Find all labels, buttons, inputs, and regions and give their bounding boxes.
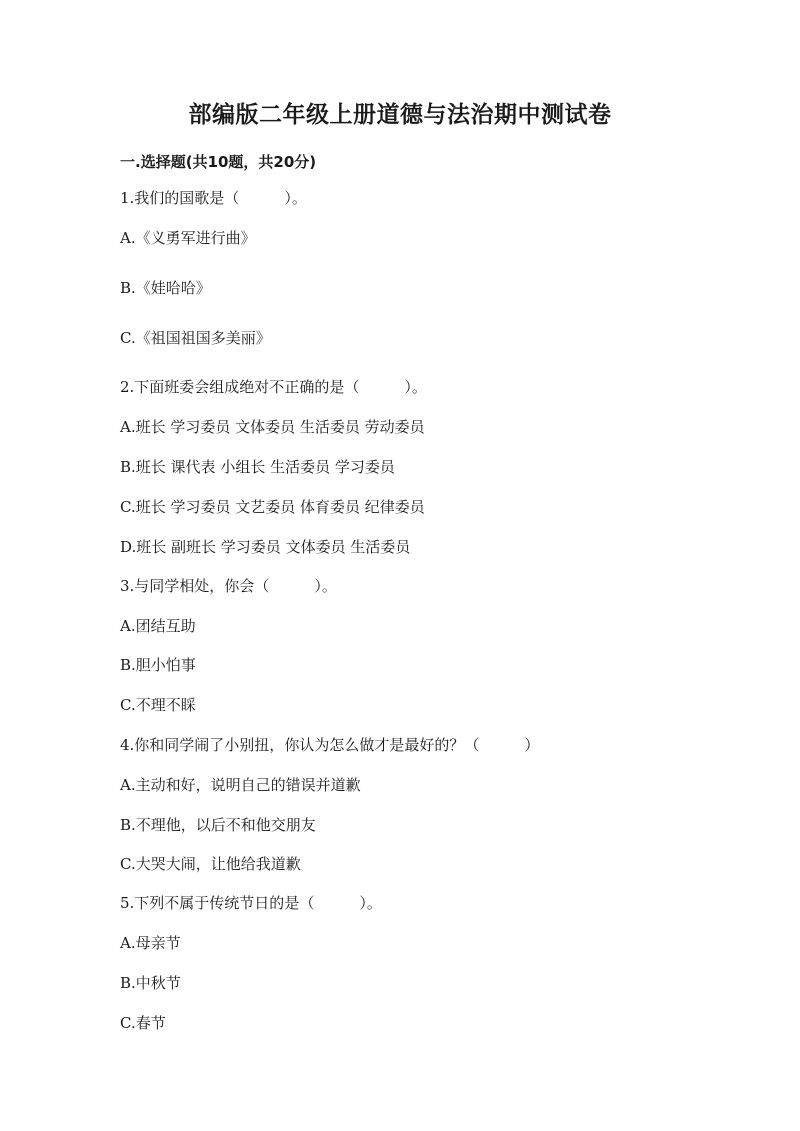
question-1-option-a: A.《义勇军进行曲》: [120, 229, 256, 247]
question-2-option-a: A.班长 学习委员 文体委员 生活委员 劳动委员: [120, 418, 425, 436]
question-3-option-c: C.不理不睬: [120, 696, 196, 714]
question-4-option-a: A.主动和好，说明自己的错误并道歉: [120, 776, 361, 794]
section-heading: 一.选择题(共10题，共20分): [120, 153, 317, 171]
question-3-stem: 3.与同学相处，你会（ ）。: [120, 577, 337, 595]
question-3-option-a: A.团结互助: [120, 617, 196, 635]
question-5-option-c: C.春节: [120, 1014, 166, 1032]
question-5-option-a: A.母亲节: [120, 934, 181, 952]
question-4-option-c: C.大哭大闹，让他给我道歉: [120, 855, 301, 873]
question-2-stem: 2.下面班委会组成绝对不正确的是（ ）。: [120, 378, 427, 396]
question-2-option-b: B.班长 课代表 小组长 生活委员 学习委员: [120, 458, 395, 476]
question-2-option-c: C.班长 学习委员 文艺委员 体育委员 纪律委员: [120, 498, 425, 516]
question-4-stem: 4.你和同学闹了小别扭，你认为怎么做才是最好的？（ ）: [120, 736, 540, 754]
question-4-option-b: B.不理他，以后不和他交朋友: [120, 816, 316, 834]
question-1-option-c: C.《祖国祖国多美丽》: [120, 329, 271, 347]
question-1-stem: 1.我们的国歌是（ ）。: [120, 189, 307, 207]
question-1-option-b: B.《娃哈哈》: [120, 279, 211, 297]
page-title: 部编版二年级上册道德与法治期中测试卷: [188, 102, 612, 128]
question-3-option-b: B.胆小怕事: [120, 656, 196, 674]
question-2-option-d: D.班长 副班长 学习委员 文体委员 生活委员: [120, 538, 411, 556]
question-5-option-b: B.中秋节: [120, 974, 181, 992]
question-5-stem: 5.下列不属于传统节日的是（ ）。: [120, 894, 382, 912]
